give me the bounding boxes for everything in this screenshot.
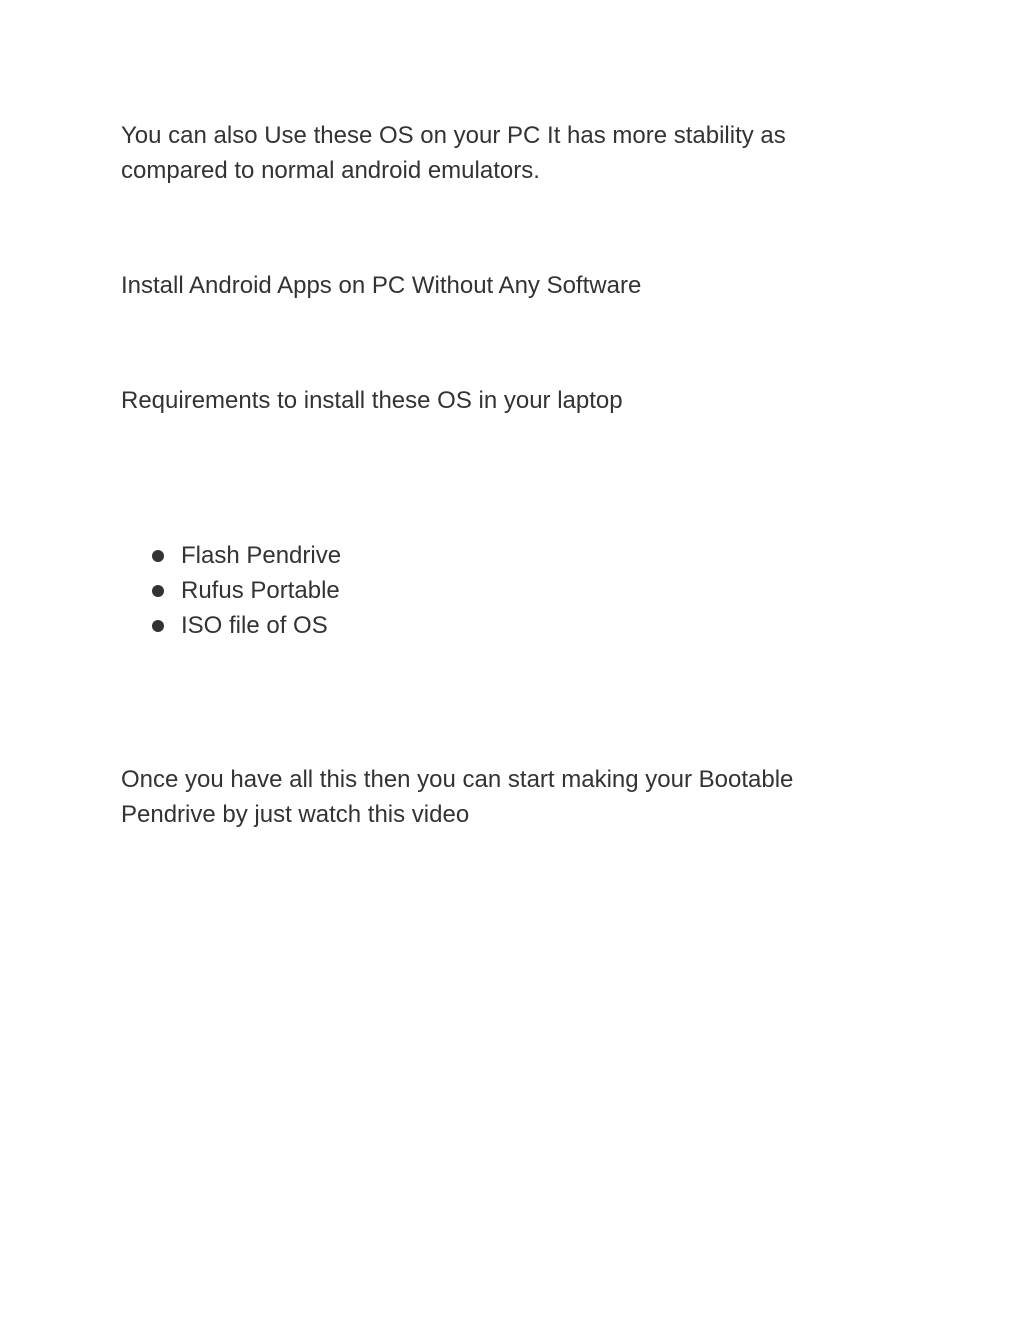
- install-apps-heading: Install Android Apps on PC Without Any Software: [121, 272, 642, 299]
- closing-paragraph: Once you have all this then you can start making your Bootable Pendrive by just watch this video: [121, 766, 794, 828]
- intro-paragraph: You can also Use these OS on your PC It has more stability as compared to normal android emulators.: [121, 122, 786, 184]
- requirements-heading: Requirements to install these OS in your laptop: [121, 387, 623, 414]
- bullet-icon: [152, 585, 164, 597]
- bullet-icon: [152, 620, 164, 632]
- list-item: [121, 573, 341, 608]
- list-item-label: ISO file of OS: [181, 612, 328, 639]
- list-item-label: Rufus Portable: [181, 577, 340, 604]
- bullet-icon: [152, 550, 164, 562]
- list-item-label: Flash Pendrive: [181, 542, 342, 569]
- requirements-list: [121, 538, 341, 643]
- list-item: [121, 538, 341, 573]
- list-item: [121, 608, 341, 643]
